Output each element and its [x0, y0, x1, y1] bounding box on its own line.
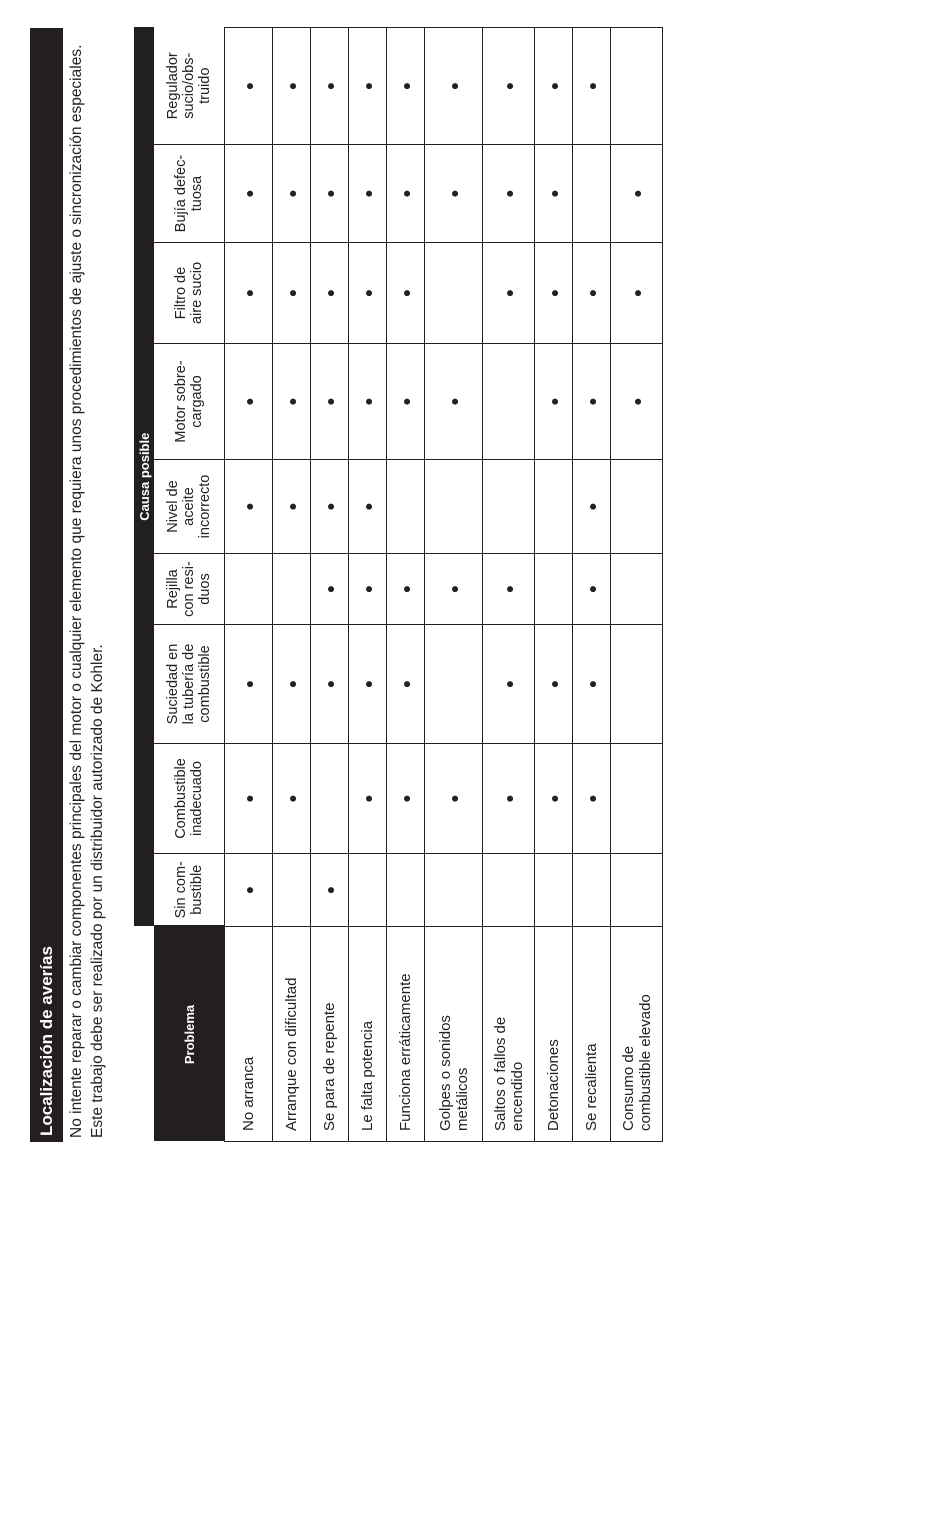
cause-mark: ● — [573, 344, 611, 460]
cause-mark: ● — [311, 854, 349, 927]
cause-mark: ● — [273, 145, 311, 243]
problem-cell: Consumo de combustible elevado — [611, 927, 663, 1142]
cause-mark: ● — [273, 460, 311, 554]
empty-cell — [611, 460, 663, 554]
problem-cell: Se recalienta — [573, 927, 611, 1142]
cause-header: Rejilla con resi- duos — [154, 554, 225, 625]
cause-mark: ● — [349, 744, 387, 854]
empty-cell — [273, 554, 311, 625]
cause-mark: ● — [483, 145, 535, 243]
empty-cell — [483, 460, 535, 554]
cause-mark: ● — [387, 27, 425, 144]
cause-mark: ● — [573, 243, 611, 344]
cause-mark: ● — [273, 625, 311, 744]
cause-mark: ● — [425, 744, 483, 854]
cause-header: Combustible inadecuado — [154, 744, 225, 854]
cause-mark: ● — [349, 460, 387, 554]
cause-group-header: Causa posible — [134, 27, 154, 926]
empty-cell — [273, 854, 311, 927]
cause-mark: ● — [483, 27, 535, 144]
cause-mark: ● — [225, 460, 273, 554]
table-row — [225, 27, 273, 1141]
cause-mark: ● — [425, 145, 483, 243]
cause-mark: ● — [311, 460, 349, 554]
cause-header: Bujía defec- tuosa — [154, 145, 225, 243]
cause-mark: ● — [483, 625, 535, 744]
cause-mark: ● — [387, 625, 425, 744]
troubleshooting-table — [134, 27, 663, 1142]
empty-cell — [387, 854, 425, 927]
cause-mark: ● — [387, 744, 425, 854]
cause-mark: ● — [225, 344, 273, 460]
cause-mark: ● — [273, 243, 311, 344]
cause-mark: ● — [387, 243, 425, 344]
cause-mark: ● — [349, 344, 387, 460]
cause-mark: ● — [611, 243, 663, 344]
problem-cell: Saltos o fallos de encendido — [483, 927, 535, 1142]
cause-mark: ● — [425, 554, 483, 625]
cause-mark: ● — [535, 27, 573, 144]
cause-mark: ● — [535, 344, 573, 460]
corner-blank — [134, 927, 154, 1142]
table-row — [425, 27, 483, 1141]
empty-cell — [611, 744, 663, 854]
cause-mark: ● — [349, 243, 387, 344]
cause-mark: ● — [225, 243, 273, 344]
intro-text: No intente reparar o cambiar componentes principales del motor o cualquier elemento que requiera unos procedimientos de ajuste o sincronización especiales. Este trabajo debe ser realizado por un distribuidor autorizado de Kohler. — [68, 44, 106, 1138]
cause-mark: ● — [425, 344, 483, 460]
empty-cell — [225, 554, 273, 625]
cause-mark: ● — [311, 145, 349, 243]
cause-mark: ● — [311, 27, 349, 144]
cause-mark: ● — [573, 554, 611, 625]
empty-cell — [535, 460, 573, 554]
empty-cell — [535, 854, 573, 927]
empty-cell — [425, 854, 483, 927]
cause-mark: ● — [273, 27, 311, 144]
cause-mark: ● — [349, 554, 387, 625]
cause-header: Motor sobre- cargado — [154, 344, 225, 460]
problem-cell: Funciona erráticamente — [387, 927, 425, 1142]
empty-cell — [573, 854, 611, 927]
problem-cell: No arranca — [225, 927, 273, 1142]
cause-mark: ● — [573, 460, 611, 554]
cause-mark: ● — [225, 625, 273, 744]
cause-mark: ● — [311, 554, 349, 625]
cause-mark: ● — [349, 625, 387, 744]
cause-mark: ● — [349, 27, 387, 144]
empty-cell — [387, 460, 425, 554]
cause-header: Regulador sucio/obs- truido — [154, 27, 225, 144]
cause-mark: ● — [483, 554, 535, 625]
cause-mark: ● — [611, 344, 663, 460]
table-row — [573, 27, 611, 1141]
problem-cell: Arranque con dificultad — [273, 927, 311, 1142]
cause-mark: ● — [225, 27, 273, 144]
empty-cell — [611, 625, 663, 744]
cause-mark: ● — [535, 625, 573, 744]
table-row — [535, 27, 573, 1141]
cause-mark: ● — [387, 145, 425, 243]
empty-cell — [483, 344, 535, 460]
empty-cell — [535, 554, 573, 625]
cause-mark: ● — [483, 744, 535, 854]
problem-cell: Se para de repente — [311, 927, 349, 1142]
table-row — [311, 27, 349, 1141]
cause-mark: ● — [573, 625, 611, 744]
empty-cell — [349, 854, 387, 927]
table-row — [483, 27, 535, 1141]
cause-header: Sin com- bustible — [154, 854, 225, 927]
table-body — [225, 27, 663, 1141]
empty-cell — [311, 744, 349, 854]
cause-header: Suciedad en la tubería de combustible — [154, 625, 225, 744]
cause-mark: ● — [573, 744, 611, 854]
empty-cell — [611, 27, 663, 144]
cause-mark: ● — [311, 243, 349, 344]
problem-header: Problema — [154, 927, 225, 1142]
problem-cell: Detonaciones — [535, 927, 573, 1142]
cause-mark: ● — [311, 625, 349, 744]
cause-mark: ● — [387, 344, 425, 460]
cause-mark: ● — [273, 744, 311, 854]
cause-mark: ● — [225, 145, 273, 243]
cause-mark: ● — [611, 145, 663, 243]
empty-cell — [425, 243, 483, 344]
empty-cell — [483, 854, 535, 927]
cause-header: Filtro de aire sucio — [154, 243, 225, 344]
cause-mark: ● — [225, 854, 273, 927]
problem-cell: Golpes o sonidos metálicos — [425, 927, 483, 1142]
table-row — [387, 27, 425, 1141]
empty-cell — [425, 625, 483, 744]
empty-cell — [425, 460, 483, 554]
cause-mark: ● — [535, 243, 573, 344]
cause-mark: ● — [573, 27, 611, 144]
table-row — [611, 27, 663, 1141]
cause-mark: ● — [349, 145, 387, 243]
cause-header: Nivel de aceite incorrecto — [154, 460, 225, 554]
empty-cell — [611, 854, 663, 927]
table-row — [349, 27, 387, 1141]
cause-mark: ● — [387, 554, 425, 625]
cause-mark: ● — [535, 744, 573, 854]
empty-cell — [611, 554, 663, 625]
section-title: Localización de averías — [30, 28, 63, 1142]
problem-cell: Le falta potencia — [349, 927, 387, 1142]
cause-mark: ● — [425, 27, 483, 144]
cause-mark: ● — [311, 344, 349, 460]
empty-cell — [573, 145, 611, 243]
cause-mark: ● — [535, 145, 573, 243]
cause-mark: ● — [273, 344, 311, 460]
cause-mark: ● — [483, 243, 535, 344]
cause-mark: ● — [225, 744, 273, 854]
table-row — [273, 27, 311, 1141]
